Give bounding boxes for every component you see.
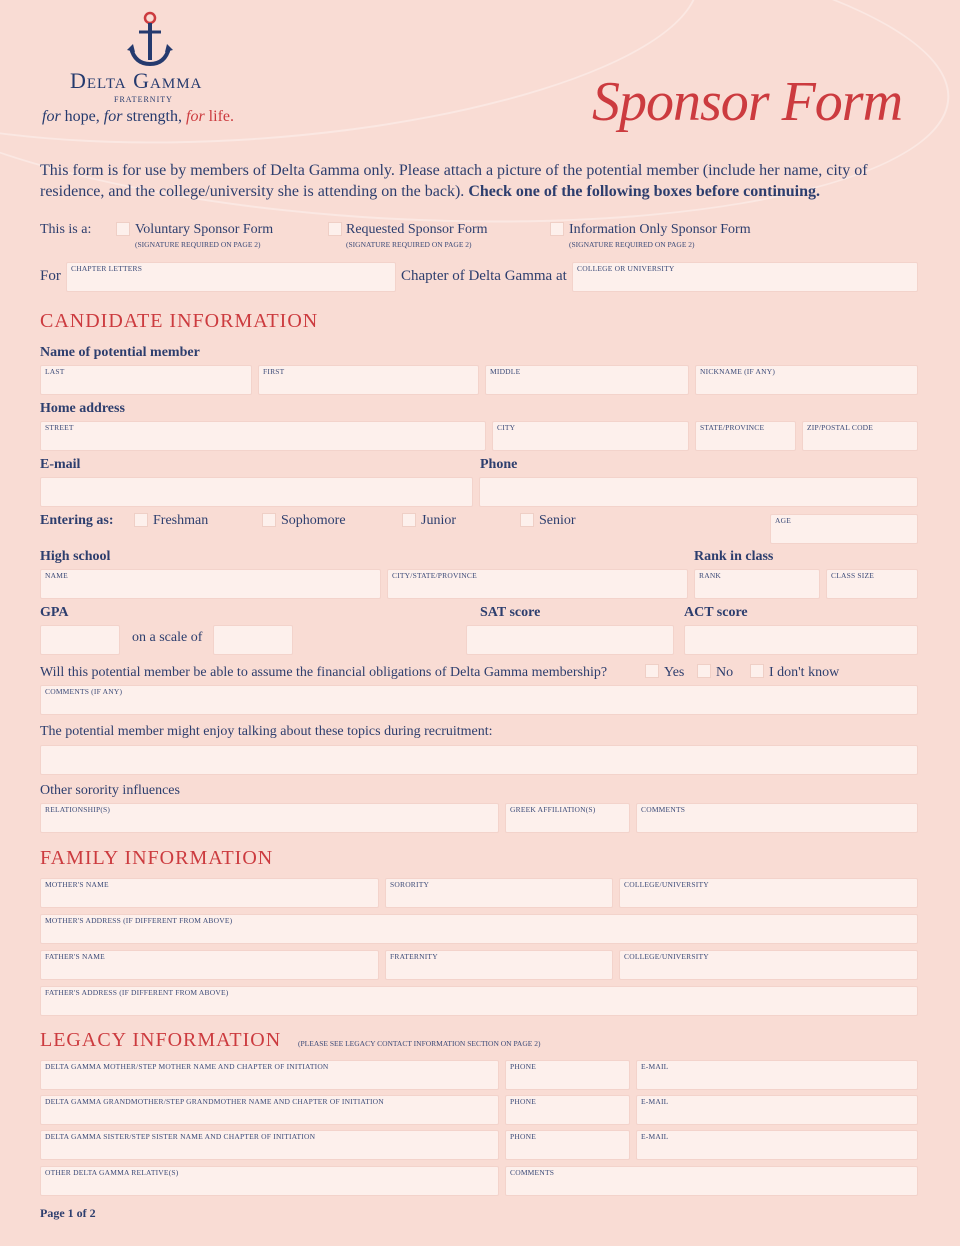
high-school-label: High school <box>40 549 111 564</box>
financial-comments-field[interactable] <box>40 685 918 715</box>
father-address-label: FATHER'S ADDRESS (IF DIFFERENT FROM ABOVE) <box>45 988 229 997</box>
mother-name-label: MOTHER'S NAME <box>45 880 109 889</box>
address-label: Home address <box>40 401 125 416</box>
class-size-field[interactable] <box>826 569 918 599</box>
legacy-note: (PLEASE SEE LEGACY CONTACT INFORMATION SECTION ON PAGE 2) <box>298 1039 541 1048</box>
phone-field[interactable] <box>479 477 918 507</box>
mother-address-label: MOTHER'S ADDRESS (IF DIFFERENT FROM ABOVE) <box>45 916 233 925</box>
legacy-mother-name-field[interactable] <box>40 1060 499 1090</box>
scale-label: on a scale of <box>132 630 203 645</box>
motto <box>42 108 234 126</box>
fraternity-field[interactable] <box>385 950 613 980</box>
entering-label: Entering as: <box>40 513 114 528</box>
motto-for: for <box>186 108 205 125</box>
legacy-email-label: E-MAIL <box>641 1062 669 1071</box>
email-label: E-mail <box>40 457 81 472</box>
hs-name-field[interactable] <box>40 569 381 599</box>
mother-address-field[interactable] <box>40 914 918 944</box>
motto-hope: hope, <box>64 108 100 125</box>
brand-sub: FRATERNITY <box>114 95 173 104</box>
voluntary-label: Voluntary Sponsor Form <box>135 222 274 237</box>
legacy-sister-email-field[interactable] <box>636 1130 918 1160</box>
chapter-letters-label: CHAPTER LETTERS <box>71 264 143 273</box>
phone-label: Phone <box>480 457 518 472</box>
legacy-phone-label: PHONE <box>510 1062 537 1071</box>
no-checkbox[interactable] <box>697 664 711 678</box>
city-label: CITY <box>497 423 516 432</box>
motto-strength: strength, <box>126 108 182 125</box>
zip-label: ZIP/POSTAL CODE <box>807 423 874 432</box>
dont-know-checkbox[interactable] <box>750 664 764 678</box>
topics-field[interactable] <box>40 745 918 775</box>
state-label: STATE/PROVINCE <box>700 423 765 432</box>
father-college-label: COLLEGE/UNIVERSITY <box>624 952 709 961</box>
sat-label: SAT score <box>480 605 541 620</box>
anchor-icon <box>125 10 175 70</box>
legacy-grandmother-email-field[interactable] <box>636 1095 918 1125</box>
senior-label: Senior <box>539 513 576 528</box>
logo <box>40 10 260 135</box>
email-field[interactable] <box>40 477 473 507</box>
motto-life: life. <box>208 108 234 125</box>
sophomore-checkbox[interactable] <box>262 513 276 527</box>
zip-field[interactable] <box>802 421 918 451</box>
legacy-sister-label: DELTA GAMMA SISTER/STEP SISTER NAME AND CHAPTER OF INITIATION <box>45 1132 316 1141</box>
rank-field[interactable] <box>694 569 820 599</box>
legacy-grandmother-name-field[interactable] <box>40 1095 499 1125</box>
chapter-middle-text: Chapter of Delta Gamma at <box>401 268 567 284</box>
father-college-field[interactable] <box>619 950 918 980</box>
requested-checkbox[interactable] <box>328 222 342 236</box>
no-label: No <box>716 665 734 680</box>
college-field[interactable] <box>572 262 918 292</box>
candidate-heading: CANDIDATE INFORMATION <box>40 310 319 332</box>
legacy-heading: LEGACY INFORMATION <box>40 1029 282 1051</box>
hs-city-label: CITY/STATE/PROVINCE <box>392 571 477 580</box>
freshman-label: Freshman <box>153 513 209 528</box>
rank-in-class-label: Rank in class <box>694 549 774 564</box>
legacy-grandmother-label: DELTA GAMMA GRANDMOTHER/STEP GRANDMOTHER NAME AND CHAPTER OF INITIATION <box>45 1097 384 1106</box>
father-name-label: FATHER'S NAME <box>45 952 105 961</box>
intro-body: This form is for use by members of Delta Gamma only. Please attach a picture of the potential member (include her name, city of residence, and the college/university she is attending on the back). <box>40 162 868 200</box>
other-influences-label: Other sorority influences <box>40 783 180 798</box>
fraternity-label: FRATERNITY <box>390 952 438 961</box>
greek-affiliation-field[interactable] <box>505 803 630 833</box>
other-relatives-label: OTHER DELTA GAMMA RELATIVE(S) <box>45 1168 179 1177</box>
relationships-field[interactable] <box>40 803 499 833</box>
for-label: For <box>40 268 61 284</box>
comments-label: COMMENTS (IF ANY) <box>45 687 123 696</box>
state-field[interactable] <box>695 421 796 451</box>
class-size-label: CLASS SIZE <box>831 571 875 580</box>
last-name-field[interactable] <box>40 365 252 395</box>
first-name-field[interactable] <box>258 365 479 395</box>
last-label: LAST <box>45 367 65 376</box>
form-title: Sponsor Form <box>592 71 903 133</box>
nickname-label: NICKNAME (IF ANY) <box>700 367 776 376</box>
page-number: Page 1 of 2 <box>40 1206 96 1220</box>
motto-for: for <box>42 108 61 125</box>
nickname-field[interactable] <box>695 365 918 395</box>
mother-name-field[interactable] <box>40 878 379 908</box>
junior-label: Junior <box>421 513 456 528</box>
rank-label: RANK <box>699 571 722 580</box>
dont-know-label: I don't know <box>769 665 840 680</box>
college-label: COLLEGE OR UNIVERSITY <box>577 264 675 273</box>
yes-label: Yes <box>664 665 685 680</box>
intro-emphasis: Check one of the following boxes before continuing. <box>468 183 821 200</box>
legacy-mother-email-field[interactable] <box>636 1060 918 1090</box>
financial-question: Will this potential member be able to assume the financial obligations of Delta Gamma membership? <box>40 665 608 680</box>
act-label: ACT score <box>684 605 748 620</box>
hs-name-label: NAME <box>45 571 68 580</box>
requested-label: Requested Sponsor Form <box>346 222 488 237</box>
mother-college-label: COLLEGE/UNIVERSITY <box>624 880 709 889</box>
family-heading: FAMILY INFORMATION <box>40 847 274 869</box>
legacy-grandmother-phone-field[interactable] <box>505 1095 630 1125</box>
influence-comments-field[interactable] <box>636 803 918 833</box>
junior-checkbox[interactable] <box>402 513 416 527</box>
legacy-comments-field[interactable] <box>505 1166 918 1196</box>
information-only-note: (SIGNATURE REQUIRED ON PAGE 2) <box>569 240 695 249</box>
legacy-sister-name-field[interactable] <box>40 1130 499 1160</box>
middle-label: MIDDLE <box>490 367 521 376</box>
information-only-checkbox[interactable] <box>550 222 564 236</box>
street-label: STREET <box>45 423 74 432</box>
intro-text <box>40 160 920 202</box>
age-field[interactable] <box>770 514 918 544</box>
city-field[interactable] <box>492 421 689 451</box>
influence-comments-label: COMMENTS <box>641 805 686 814</box>
legacy-sister-phone-field[interactable] <box>505 1130 630 1160</box>
sorority-field[interactable] <box>385 878 613 908</box>
yes-checkbox[interactable] <box>645 664 659 678</box>
form-type-label: This is a: <box>40 222 92 237</box>
legacy-comments-label: COMMENTS <box>510 1168 555 1177</box>
gpa-label: GPA <box>40 605 69 620</box>
legacy-email-label: E-MAIL <box>641 1097 669 1106</box>
freshman-checkbox[interactable] <box>134 513 148 527</box>
street-field[interactable] <box>40 421 486 451</box>
sat-field[interactable] <box>466 625 674 655</box>
mother-college-field[interactable] <box>619 878 918 908</box>
legacy-mother-label: DELTA GAMMA MOTHER/STEP MOTHER NAME AND CHAPTER OF INITIATION <box>45 1062 329 1071</box>
first-label: FIRST <box>263 367 285 376</box>
topics-label: The potential member might enjoy talking about these topics during recruitment: <box>40 724 493 739</box>
legacy-mother-phone-field[interactable] <box>505 1060 630 1090</box>
hs-city-field[interactable] <box>387 569 688 599</box>
father-name-field[interactable] <box>40 950 379 980</box>
brand-name: Delta Gamma <box>70 68 203 93</box>
act-field[interactable] <box>684 625 918 655</box>
legacy-phone-label: PHONE <box>510 1097 537 1106</box>
requested-note: (SIGNATURE REQUIRED ON PAGE 2) <box>346 240 472 249</box>
motto-for: for <box>103 108 123 125</box>
sorority-label: SORORITY <box>390 880 430 889</box>
other-relatives-field[interactable] <box>40 1166 499 1196</box>
legacy-phone-label: PHONE <box>510 1132 537 1141</box>
middle-name-field[interactable] <box>485 365 689 395</box>
name-label: Name of potential member <box>40 345 200 360</box>
voluntary-checkbox[interactable] <box>116 222 130 236</box>
greek-label: GREEK AFFILIATION(S) <box>510 805 596 814</box>
gpa-scale-field[interactable] <box>213 625 293 655</box>
information-only-label: Information Only Sponsor Form <box>569 222 751 237</box>
father-address-field[interactable] <box>40 986 918 1016</box>
relationships-label: RELATIONSHIP(S) <box>45 805 111 814</box>
chapter-letters-field[interactable] <box>66 262 396 292</box>
legacy-email-label: E-MAIL <box>641 1132 669 1141</box>
age-label: AGE <box>775 516 792 525</box>
voluntary-note: (SIGNATURE REQUIRED ON PAGE 2) <box>135 240 261 249</box>
sophomore-label: Sophomore <box>281 513 346 528</box>
gpa-field[interactable] <box>40 625 120 655</box>
senior-checkbox[interactable] <box>520 513 534 527</box>
